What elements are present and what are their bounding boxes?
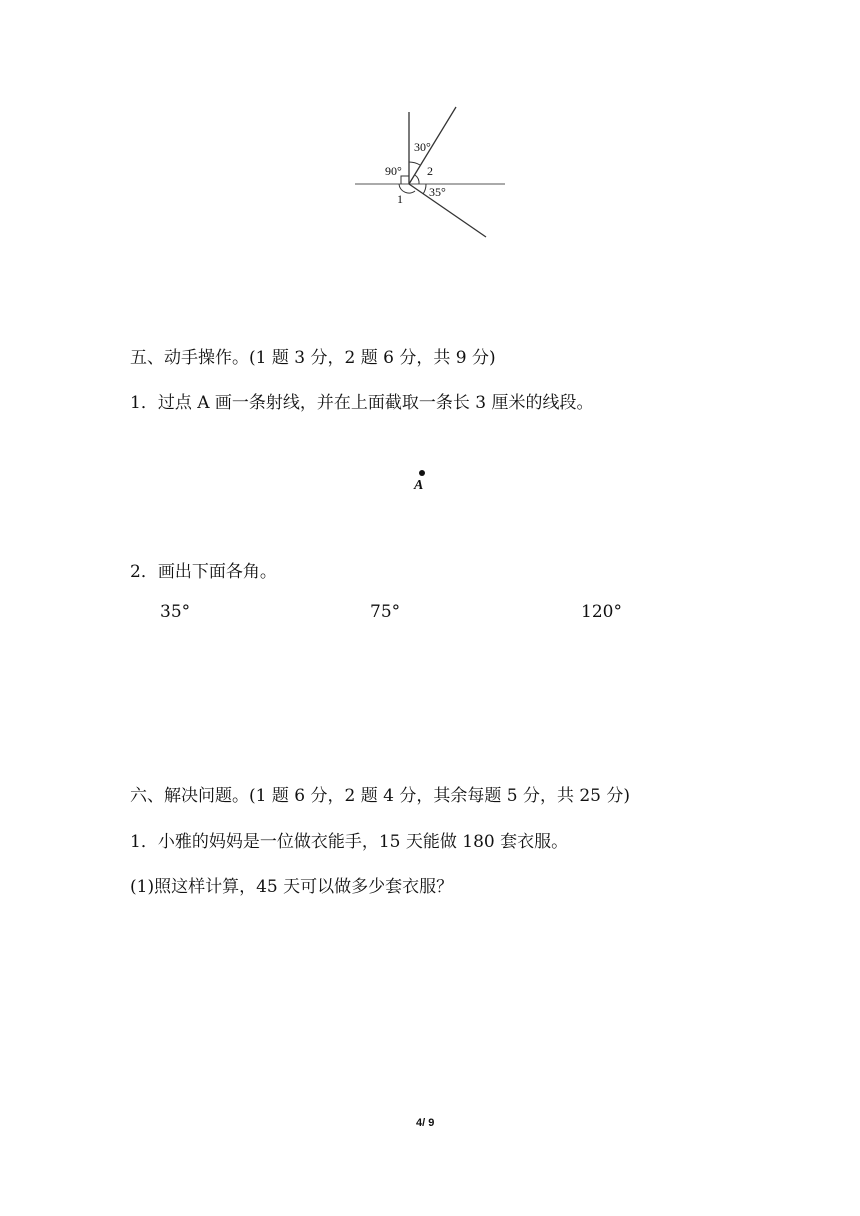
label-90: 90° bbox=[385, 164, 402, 178]
angle-35-label: 35° bbox=[160, 602, 191, 622]
angle-120-label: 120° bbox=[581, 602, 622, 622]
arc-30 bbox=[409, 162, 420, 165]
label-1: 1 bbox=[397, 192, 403, 206]
label-30: 30° bbox=[414, 140, 431, 154]
section5-heading: 五、动手操作。(1 题 3 分，2 题 6 分，共 9 分) bbox=[130, 348, 496, 368]
section6-question-1-sub1: (1)照这样计算，45 天可以做多少套衣服？ bbox=[130, 877, 454, 897]
angle-75-label: 75° bbox=[370, 602, 401, 622]
section5-question-1: 1．过点 A 画一条射线，并在上面截取一条长 3 厘米的线段。 bbox=[130, 393, 594, 413]
point-a-dot bbox=[419, 470, 425, 476]
label-35: 35° bbox=[429, 185, 446, 199]
arc-35 bbox=[423, 184, 426, 194]
point-a-label: A bbox=[414, 478, 424, 493]
label-2: 2 bbox=[427, 164, 433, 178]
section5-question-2: 2．画出下面各角。 bbox=[130, 562, 277, 582]
section6-question-1: 1．小雅的妈妈是一位做衣能手，15 天能做 180 套衣服。 bbox=[130, 832, 569, 852]
arc-2 bbox=[415, 175, 419, 184]
page-number: 4/ 9 bbox=[416, 1117, 435, 1129]
angle-diagram bbox=[345, 100, 515, 245]
slanted-line-down bbox=[409, 184, 486, 237]
right-angle-mark bbox=[401, 176, 409, 184]
section6-heading: 六、解决问题。(1 题 6 分，2 题 4 分，其余每题 5 分，共 25 分) bbox=[130, 786, 631, 806]
